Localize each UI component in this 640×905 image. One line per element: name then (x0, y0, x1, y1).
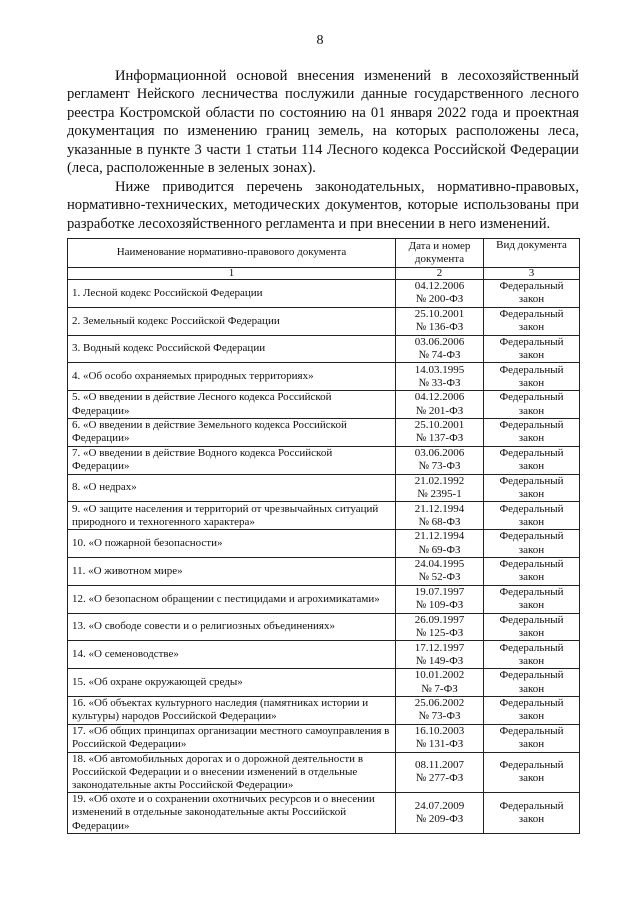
document-number: № 74-ФЗ (418, 348, 461, 361)
table-row (68, 724, 580, 752)
document-name: 11. «О животном мире» (68, 557, 396, 585)
table-row (68, 502, 580, 530)
document-name: 16. «Об объектах культурного наследия (памятниках истории и культуры) народов Российской Федерации» (68, 696, 396, 724)
document-number: № 73-ФЗ (418, 710, 461, 723)
table-row (68, 585, 580, 613)
document-date-number (396, 669, 484, 697)
document-name: 14. «О семеноводстве» (68, 641, 396, 669)
document-date-number (396, 793, 484, 834)
document-type: Федеральный закон (484, 335, 580, 363)
document-name: 15. «Об охране окружающей среды» (68, 669, 396, 697)
document-date: 10.01.2002 (414, 669, 465, 682)
document-date-number (396, 696, 484, 724)
document-date: 21.12.1994 (414, 502, 465, 515)
document-number: № 109-ФЗ (415, 599, 464, 612)
document-date-number (396, 446, 484, 474)
table-row (68, 446, 580, 474)
document-type: Федеральный закон (484, 446, 580, 474)
document-name: 9. «О защите населения и территорий от чрезвычайных ситуаций природного и техногенного характера» (68, 502, 396, 530)
table-row (68, 793, 580, 834)
document-date-number (396, 418, 484, 446)
document-date-number (396, 307, 484, 335)
document-date-number (396, 391, 484, 419)
document-type: Федеральный закон (484, 474, 580, 502)
table-row (68, 696, 580, 724)
document-number: № 200-ФЗ (415, 293, 464, 306)
document-date-number (396, 557, 484, 585)
document-type: Федеральный закон (484, 502, 580, 530)
document-date: 04.12.2006 (414, 280, 465, 293)
document-date: 08.11.2007 (414, 759, 465, 772)
document-type: Федеральный закон (484, 418, 580, 446)
document-name: 1. Лесной кодекс Российской Федерации (68, 280, 396, 308)
document-name: 19. «Об охоте и о сохранении охотничьих ресурсов и о внесении изменений в отдельные законодательные акты Российской Федерации» (68, 793, 396, 834)
table-row (68, 391, 580, 419)
document-date: 21.12.1994 (414, 530, 465, 543)
document-type: Федеральный закон (484, 280, 580, 308)
document-date: 04.12.2006 (414, 391, 465, 404)
document-type: Федеральный закон (484, 641, 580, 669)
document-type: Федеральный закон (484, 557, 580, 585)
document-number: № 137-ФЗ (415, 432, 464, 445)
document-date: 25.10.2001 (414, 419, 465, 432)
document-number: № 149-ФЗ (415, 654, 464, 667)
document-name: 13. «О свободе совести и о религиозных объединениях» (68, 613, 396, 641)
document-type: Федеральный закон (484, 307, 580, 335)
paragraph-document-list-intro: Ниже приводится перечень законодательных, нормативно-правовых, нормативно-технических, методических документов, которые использованы при разработке лесохозяйственного регламента и при внесении в него изменений. (67, 179, 579, 232)
document-date: 24.04.1995 (414, 558, 465, 571)
document-name: 12. «О безопасном обращении с пестицидами и агрохимикатами» (68, 585, 396, 613)
document-name: 10. «О пожарной безопасности» (68, 530, 396, 558)
document-number: № 136-ФЗ (415, 321, 464, 334)
document-date-number (396, 585, 484, 613)
document-name: 8. «О недрах» (68, 474, 396, 502)
paragraph-information-basis: Информационной основой внесения изменений в лесохозяйственный регламент Нейского лесничества послужили данные государственного лесного реестра Костромской области по состоянию на 01 января 2022 года и проектная документация по изменению границ земель, на которых расположены леса, указанные в пункте 3 части 1 статьи 114 Лесного кодекса Российской Федерации (леса, расположенные в зеленых зонах). (67, 68, 579, 177)
table-row (68, 363, 580, 391)
normative-documents-table (67, 238, 580, 834)
document-number: № 209-ФЗ (415, 812, 464, 825)
document-number: № 7-ФЗ (421, 682, 458, 695)
document-name: 5. «О введении в действие Лесного кодекса Российской Федерации» (68, 391, 396, 419)
table-row (68, 641, 580, 669)
document-number: № 125-ФЗ (415, 626, 464, 639)
document-type: Федеральный закон (484, 696, 580, 724)
document-type: Федеральный закон (484, 724, 580, 752)
table-header-row (68, 239, 580, 268)
document-type: Федеральный закон (484, 391, 580, 419)
column-number: 1 (68, 268, 396, 280)
document-name: 4. «Об особо охраняемых природных территориях» (68, 363, 396, 391)
document-type: Федеральный закон (484, 752, 580, 793)
table-row (68, 613, 580, 641)
column-number: 3 (484, 268, 580, 280)
document-name: 3. Водный кодекс Российской Федерации (68, 335, 396, 363)
header-date-number: Дата и номер документа (396, 239, 484, 268)
table-row (68, 474, 580, 502)
table-row (68, 280, 580, 308)
document-number: № 277-ФЗ (415, 772, 464, 785)
document-name: 6. «О введении в действие Земельного кодекса Российской Федерации» (68, 418, 396, 446)
document-date-number (396, 752, 484, 793)
header-document-name: Наименование нормативно-правового документа (68, 239, 396, 268)
column-number: 2 (396, 268, 484, 280)
table-row (68, 530, 580, 558)
document-date-number (396, 641, 484, 669)
document-name: 17. «Об общих принципах организации местного самоуправления в Российской Федерации» (68, 724, 396, 752)
document-type: Федеральный закон (484, 669, 580, 697)
document-type: Федеральный закон (484, 363, 580, 391)
document-date: 16.10.2003 (414, 724, 465, 737)
document-number: № 131-ФЗ (415, 738, 464, 751)
column-number-row (68, 268, 580, 280)
document-type: Федеральный закон (484, 613, 580, 641)
document-date: 25.06.2002 (414, 697, 465, 710)
document-number: № 2395-1 (417, 487, 462, 500)
table-row (68, 418, 580, 446)
document-date-number (396, 474, 484, 502)
document-number: № 68-ФЗ (418, 515, 461, 528)
document-date-number (396, 363, 484, 391)
document-date-number (396, 502, 484, 530)
document-number: № 69-ФЗ (418, 543, 461, 556)
document-date-number (396, 280, 484, 308)
table-row (68, 307, 580, 335)
document-date: 14.03.1995 (414, 363, 465, 376)
document-type: Федеральный закон (484, 793, 580, 834)
document-date-number (396, 613, 484, 641)
document-number: № 201-ФЗ (415, 404, 464, 417)
header-document-type: Вид документа (484, 239, 580, 268)
table-row (68, 752, 580, 793)
document-date: 03.06.2006 (414, 446, 465, 459)
document-name: 18. «Об автомобильных дорогах и о дорожной деятельности в Российской Федерации и о внесении изменений в отдельные законодательные акты Российской Федерации» (68, 752, 396, 793)
document-number: № 52-ФЗ (418, 571, 461, 584)
document-number: № 33-ФЗ (418, 376, 461, 389)
document-type: Федеральный закон (484, 530, 580, 558)
document-date: 19.07.1997 (414, 585, 465, 598)
document-date-number (396, 724, 484, 752)
document-type: Федеральный закон (484, 585, 580, 613)
table-row (68, 335, 580, 363)
document-date: 21.02.1992 (414, 474, 465, 487)
table-row (68, 557, 580, 585)
table-row (68, 669, 580, 697)
document-date: 17.12.1997 (414, 641, 465, 654)
document-date: 24.07.2009 (414, 799, 465, 812)
document-date: 26.09.1997 (414, 613, 465, 626)
document-number: № 73-ФЗ (418, 460, 461, 473)
document-name: 2. Земельный кодекс Российской Федерации (68, 307, 396, 335)
document-date: 25.10.2001 (414, 307, 465, 320)
page-number: 8 (316, 33, 324, 48)
document-date: 03.06.2006 (414, 335, 465, 348)
document-date-number (396, 335, 484, 363)
document-date-number (396, 530, 484, 558)
document-name: 7. «О введении в действие Водного кодекса Российской Федерации» (68, 446, 396, 474)
